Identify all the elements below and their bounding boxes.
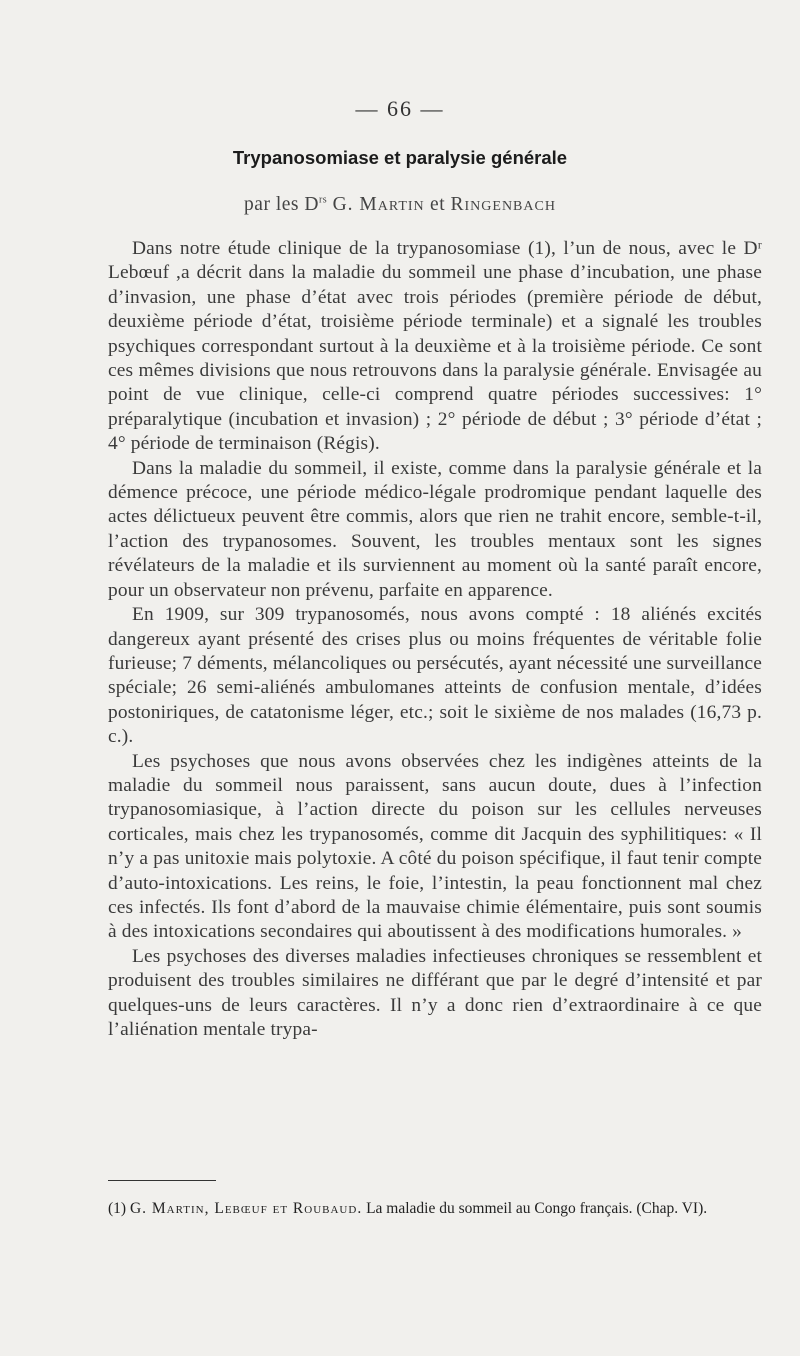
footnote-authors: G. Martin, Lebœuf et Roubaud. xyxy=(129,1200,363,1217)
byline-et: et xyxy=(430,194,446,215)
byline-par: par les D xyxy=(244,194,319,215)
page-number: — 66 — xyxy=(355,96,445,121)
footnote-text: La maladie du sommeil au Congo français. (Chap. VI). xyxy=(366,1200,708,1217)
footnote-marker: (1) xyxy=(108,1200,127,1217)
byline-author-martin: G. Martin xyxy=(332,194,425,215)
footnote xyxy=(108,1198,768,1219)
paragraph-2: Dans la maladie du sommeil, il existe, comme dans la paralysie générale et la démence précoce, une période médico-légale prodromique pendant laquelle des actes délictueux peuvent être commis, alors que rien ne trahit encore, semble-t-il, l’action des trypanosomes. Souvent, les troubles mentaux sont les signes révélateurs de la maladie et ils surviennent au moment où la santé paraît encore, pour un observateur non prévenu, parfaite en apparence. xyxy=(108,457,762,601)
footnote-rule xyxy=(108,1180,216,1181)
paragraph-5: Les psychoses des diverses maladies infectieuses chroniques se ressemblent et produisent des troubles similaires ne différant que par le degré d’intensité et par quelques-uns de leurs caractères. Il n’y a donc rien d’extraordinaire à ce que l’aliénation mentale trypa- xyxy=(108,945,762,1040)
article-title: Trypanosomiase et paralysie générale xyxy=(232,147,568,168)
body-text xyxy=(108,237,762,1042)
byline-drs-sup: rs xyxy=(318,194,328,206)
paragraph-4: Les psychoses que nous avons observées chez les indigènes atteints de la maladie du sommeil nous paraissent, sans aucun doute, dues à l’infection trypanosomiasique, à l’action directe du poison sur les cellules nerveuses corticales, mais chez les trypanosomés, comme dit Jacquin des syphilitiques: « Il n’y a pas unitoxie mais polytoxie. A côté du poison spécifique, il faut tenir compte d’auto-intoxications. Les reins, le foie, l’intestin, la peau fonctionnent mal chez ces infectés. Ils font d’abord de la mauvaise chimie élémentaire, puis sont soumis à des intoxications secondaires qui aboutissent à des modifications humorales. » xyxy=(108,750,762,943)
paragraph-1: Dans notre étude clinique de la trypanosomiase (1), l’un de nous, avec le Dʳ Lebœuf ,a décrit dans la maladie du sommeil une phase d’incubation, une phase d’invasion, une phase d’état avec trois périodes (première période de début, deuxième période d’état, troisième période terminale) et a signalé les troubles psychiques correspondant surtout à la deuxième et à la troisième période. Ce sont ces mêmes divisions que nous retrouvons dans la paralysie générale. Envisagée au point de vue clinique, celle-ci comprend quatre périodes successives: 1° préparalytique (incubation et invasion) ; 2° période de début ; 3° période d’état ; 4° période de terminaison (Régis). xyxy=(108,238,762,455)
paragraph-3: En 1909, sur 309 trypanosomés, nous avons compté : 18 aliénés excités dangereux ayant présenté des crises plus ou moins fréquentes de véritable folie furieuse; 7 déments, mélancoliques ou persécutés, ayant nécessité une surveillance spéciale; 26 semi-aliénés ambulomanes atteints de confusion mentale, d’idées postoniriques, de catatonisme léger, etc.; soit le sixième de nos malades (16,73 p. c.). xyxy=(108,604,762,748)
byline-author-ringenbach: Ringenbach xyxy=(450,194,556,215)
byline xyxy=(0,194,800,216)
